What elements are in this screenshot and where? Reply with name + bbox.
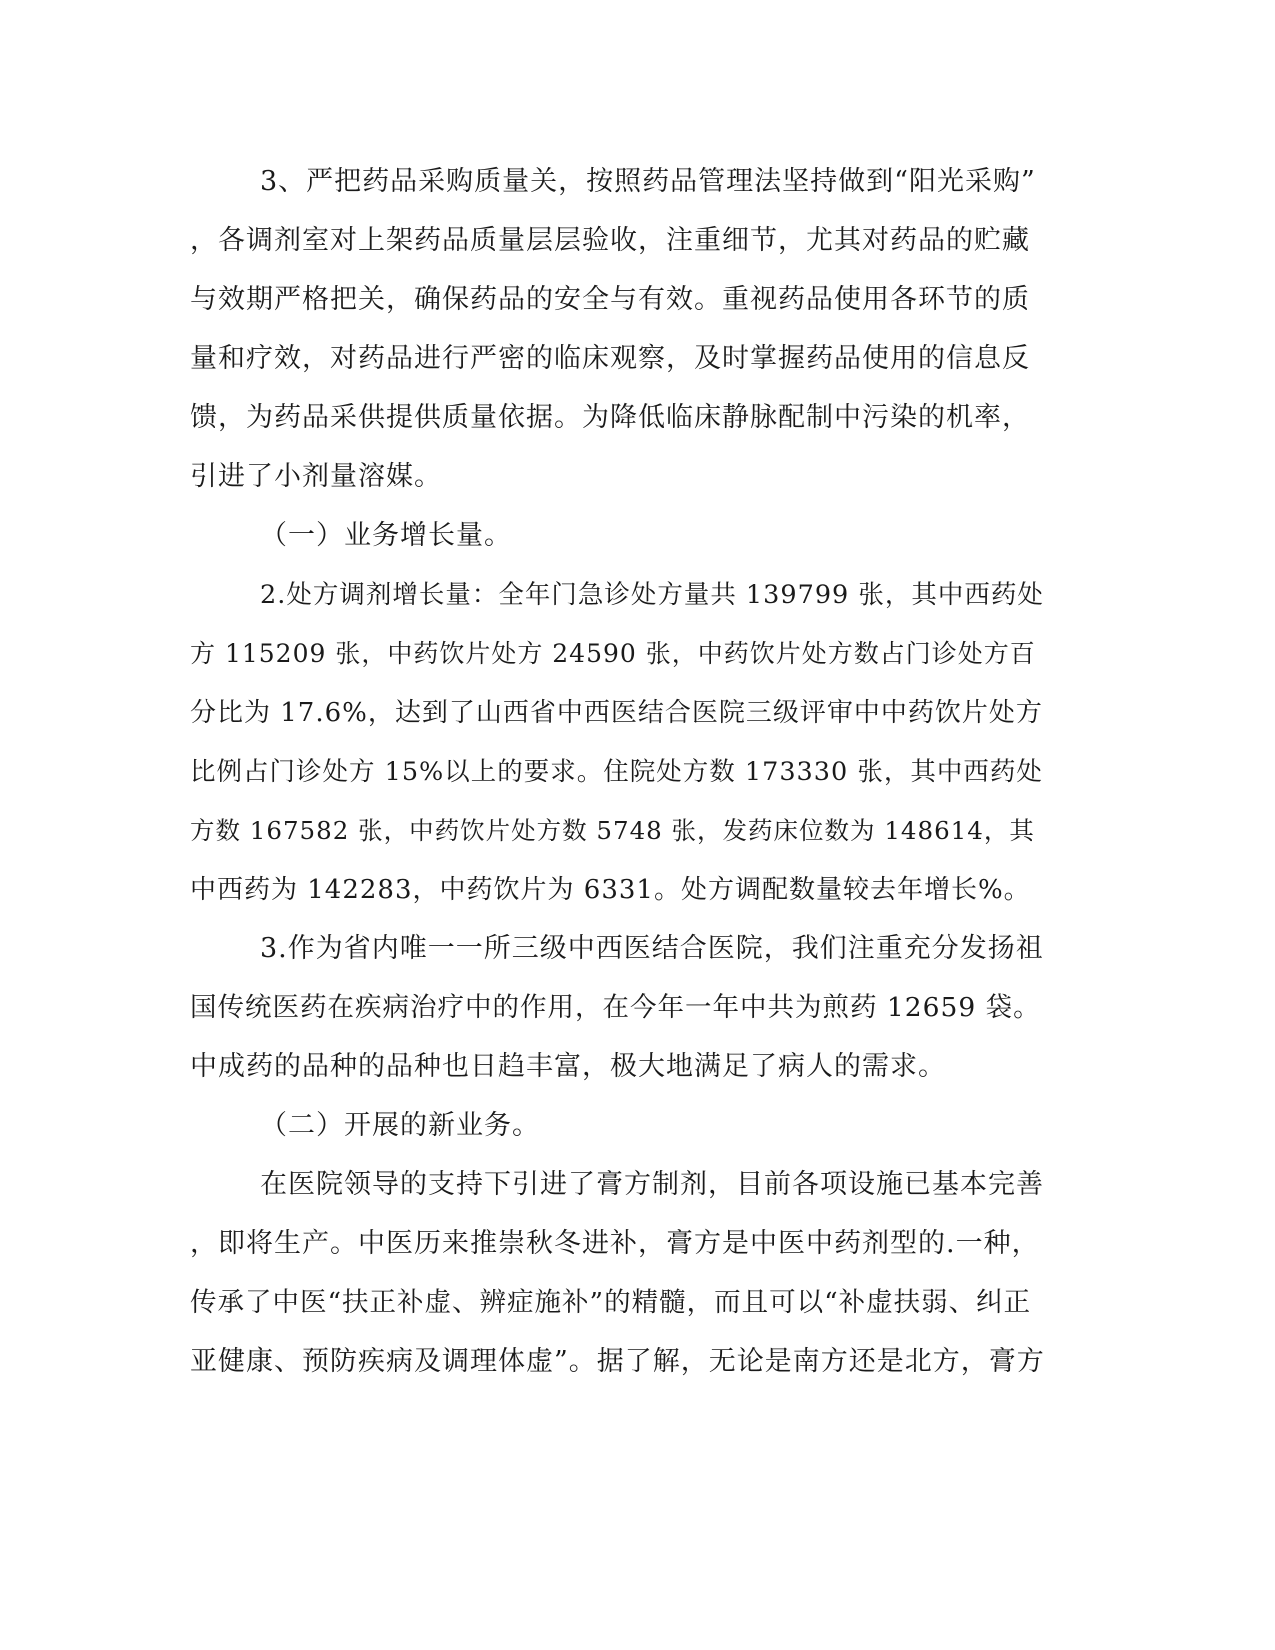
text-line: 方 115209 张，中药饮片处方 24590 张，中药饮片处方数占门诊处方百 [190,639,1036,668]
text-line: 比例占门诊处方 15%以上的要求。住院处方数 173330 张，其中西药处 [190,757,1043,787]
text-line: 引进了小剂量溶媒。 [190,461,442,492]
text-line: 国传统医药在疾病治疗中的作用，在今年一年中共为煎药 12659 袋。 [190,992,1041,1023]
text-line: ，各调剂室对上架药品质量层层验收，注重细节，尤其对药品的贮藏 [190,225,1030,256]
text-line: 中西药为 142283，中药饮片为 6331。处方调配数量较去年增长%。 [190,875,1031,905]
text-line: 量和疗效，对药品进行严密的临床观察，及时掌握药品使用的信息反 [190,343,1030,374]
text-line: 2.处方调剂增长量：全年门急诊处方量共 139799 张，其中西药处 [260,580,1044,610]
section-heading: （二）开展的新业务。 [260,1110,540,1141]
text-line: 馈，为药品采供提供质量依据。为降低临床静脉配制中污染的机率， [190,402,1030,433]
text-line: 3、严把药品采购质量关，按照药品管理法坚持做到“阳光采购” [260,166,1036,197]
text-line: 中成药的品种的品种也日趋丰富，极大地满足了病人的需求。 [190,1051,946,1082]
text-line: 分比为 17.6%，达到了山西省中西医结合医院三级评审中中药饮片处方 [190,698,1043,728]
text-line: 方数 167582 张，中药饮片处方数 5748 张，发药床位数为 148614，其 [190,816,1035,845]
text-line: 在医院领导的支持下引进了膏方制剂，目前各项设施已基本完善 [260,1169,1044,1200]
text-line: 亚健康、预防疾病及调理体虚”。据了解，无论是南方还是北方，膏方 [190,1346,1045,1377]
text-line: ，即将生产。中医历来推崇秋冬进补，膏方是中医中药剂型的.一种， [190,1228,1040,1259]
text-line: 传承了中医“扶正补虚、辨症施补”的精髓，而且可以“补虚扶弱、纠正 [190,1287,1032,1318]
text-line: 3.作为省内唯一一所三级中西医结合医院，我们注重充分发扬祖 [260,933,1044,964]
text-line: 与效期严格把关，确保药品的安全与有效。重视药品使用各环节的质 [190,284,1030,315]
section-heading: （一）业务增长量。 [260,520,512,551]
